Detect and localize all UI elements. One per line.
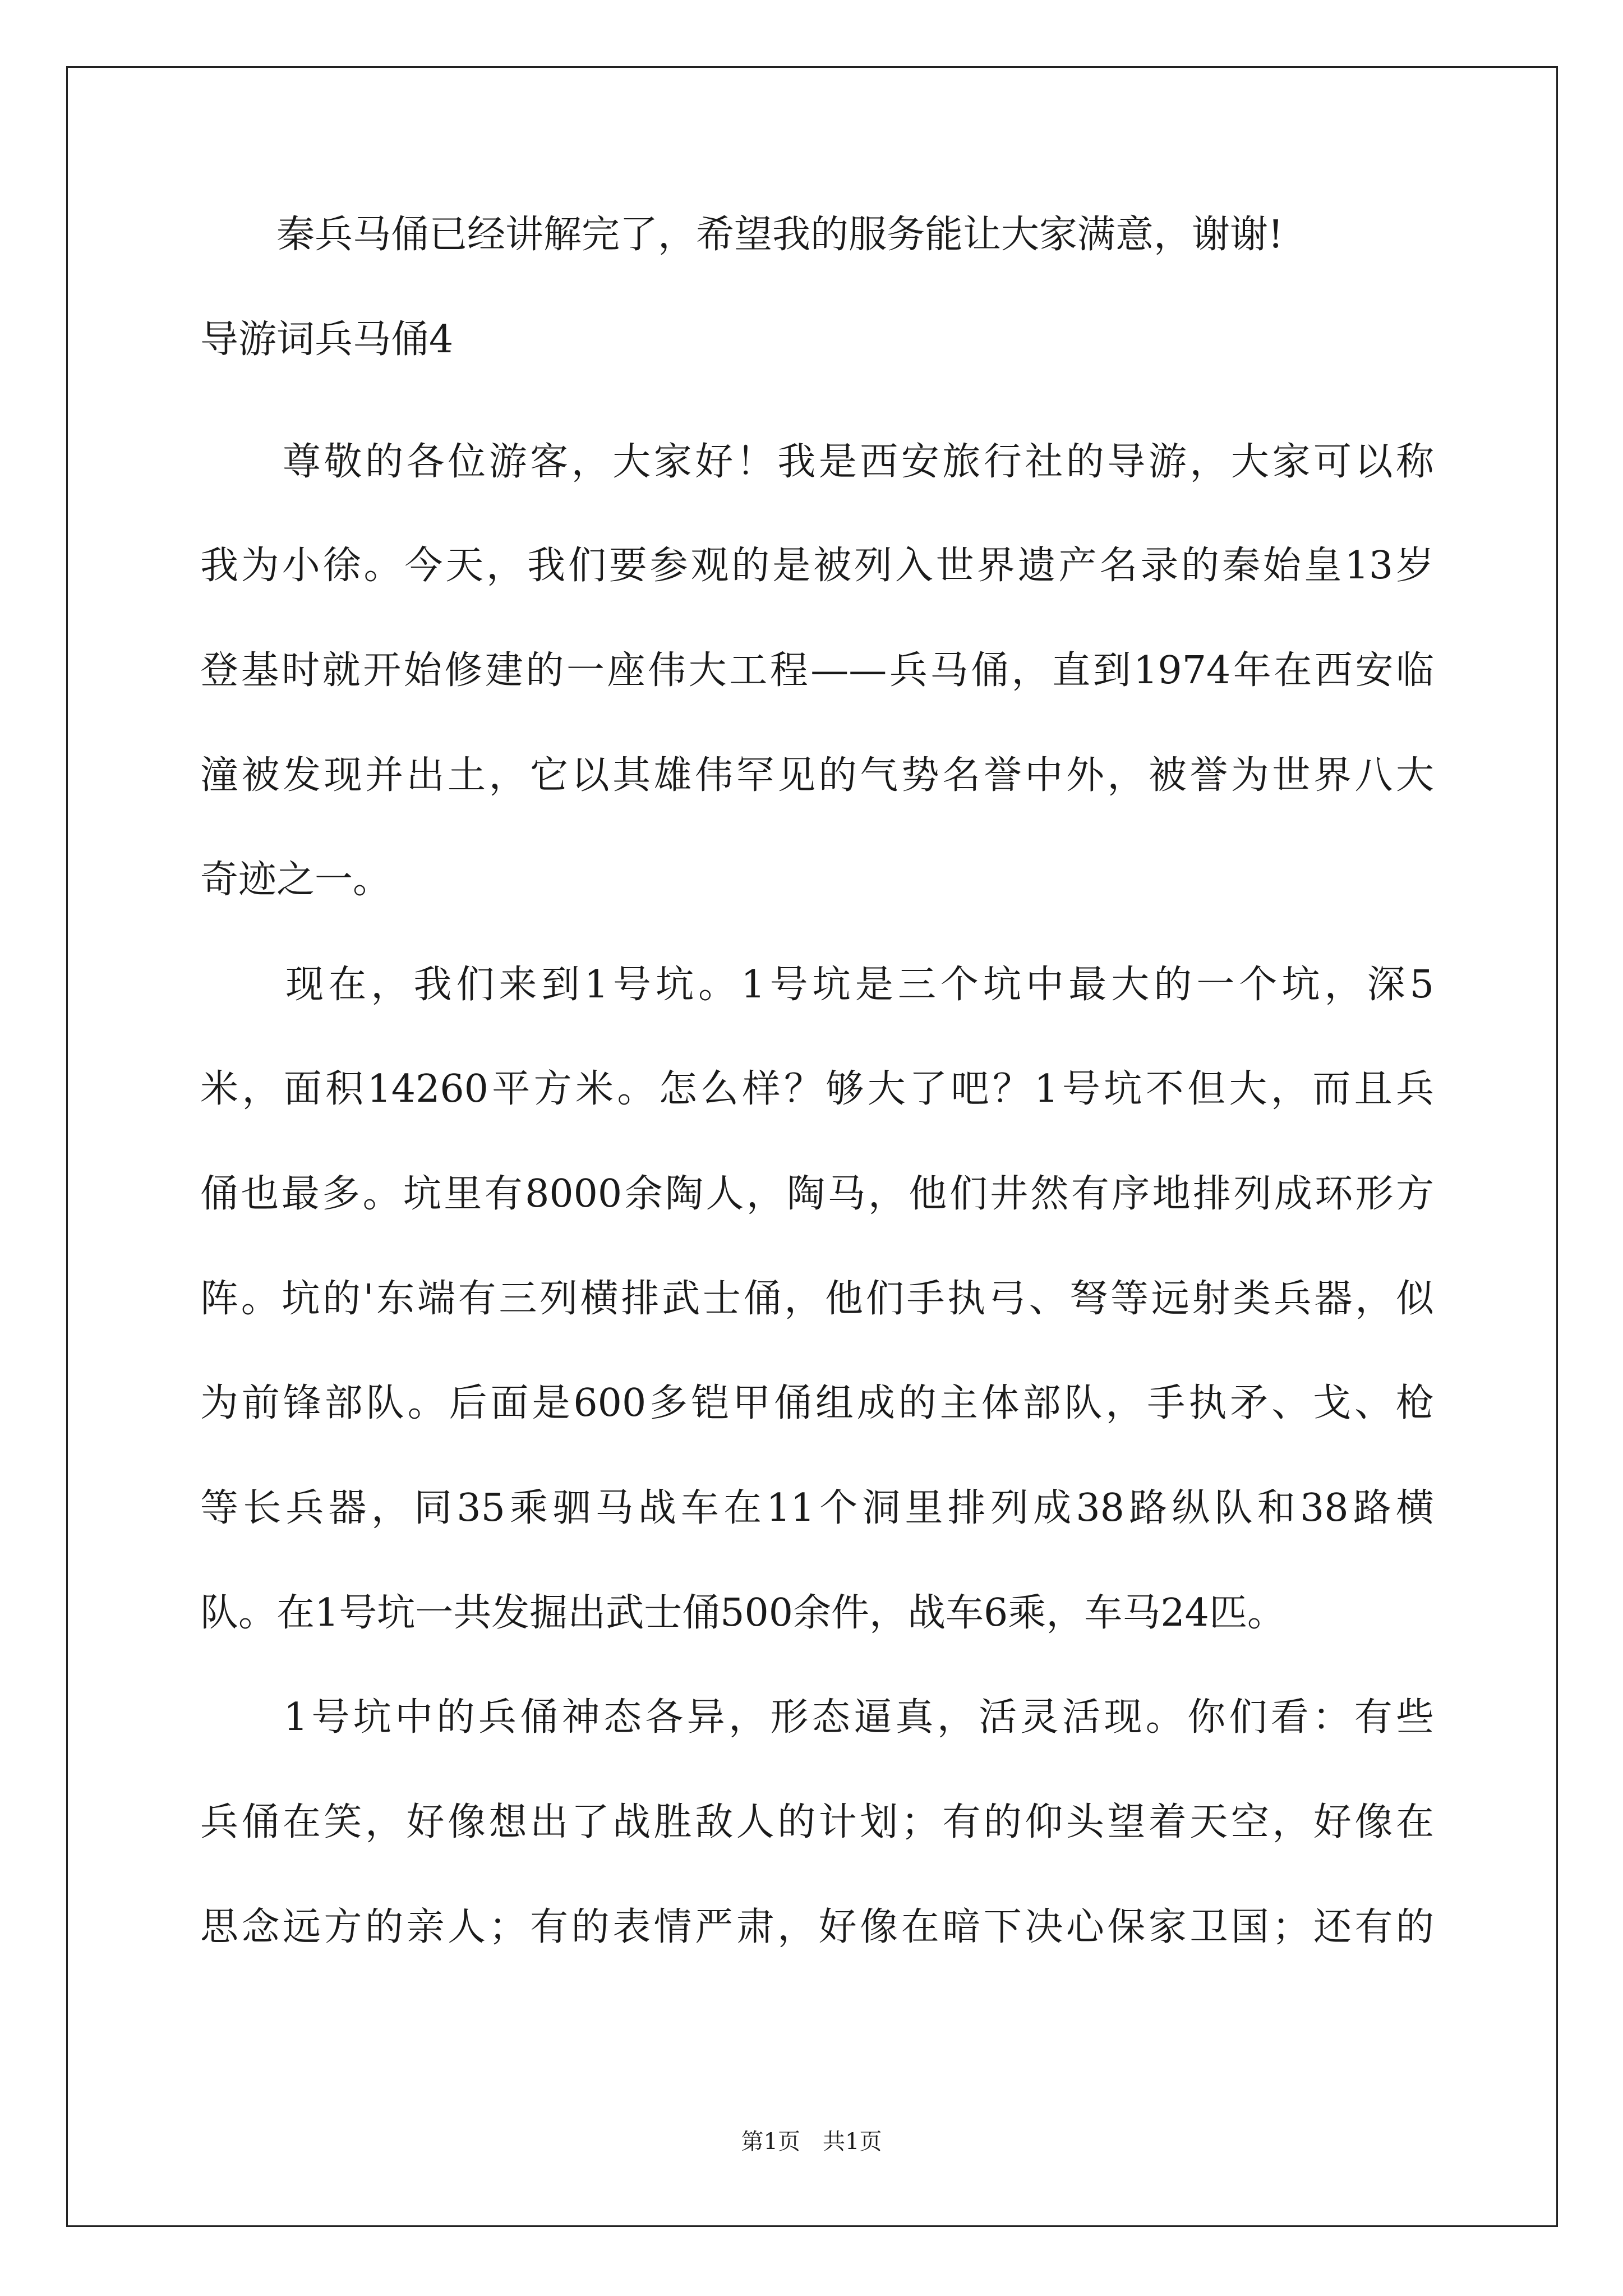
text-line: 队。在1号坑一共发掘出武士俑500余件，战车6乘，车马24匹。: [200, 1591, 1285, 1635]
section-heading: 导游词兵马俑4: [200, 318, 454, 362]
text-line: 潼被发现并出土，它以其雄伟罕见的气势名誉中外，被誉为世界八大: [200, 753, 1434, 798]
text-line: 米，面积14260平方米。怎么样？够大了吧？1号坑不但大，而且兵: [200, 1067, 1434, 1111]
text-line: 俑也最多。坑里有8000余陶人，陶马，他们井然有序地排列成环形方: [200, 1172, 1434, 1216]
page-number-footer: 第1页 共1页: [741, 2129, 882, 2155]
text-line: 我为小徐。今天，我们要参观的是被列入世界遗产名录的秦始皇13岁: [200, 544, 1434, 588]
text-line: 登基时就开始修建的一座伟大工程——兵马俑，直到1974年在西安临: [200, 648, 1434, 693]
text-line: 兵俑在笑，好像想出了战胜敌人的计划；有的仰头望着天空，好像在: [200, 1800, 1434, 1844]
text-line: 阵。坑的'东端有三列横排武士俑，他们手执弓、弩等远射类兵器，似: [200, 1277, 1434, 1321]
text-line: 思念远方的亲人；有的表情严肃，好像在暗下决心保家卫国；还有的: [200, 1905, 1434, 1949]
text-line: 1号坑中的兵俑神态各异，形态逼真，活灵活现。你们看：有些: [200, 1695, 1434, 1740]
text-line: 为前锋部队。后面是600多铠甲俑组成的主体部队，手执矛、戈、枪: [200, 1381, 1434, 1425]
text-line: 奇迹之一。: [200, 858, 391, 902]
text-line: 现在，我们来到1号坑。1号坑是三个坑中最大的一个坑，深5: [200, 963, 1434, 1007]
text-line-closing: 秦兵马俑已经讲解完了，希望我的服务能让大家满意，谢谢!: [200, 213, 1284, 257]
text-line: 尊敬的各位游客，大家好！我是西安旅行社的导游，大家可以称: [200, 440, 1434, 484]
page-border: [66, 66, 1558, 2227]
text-line: 等长兵器，同35乘驷马战车在11个洞里排列成38路纵队和38路横: [200, 1486, 1434, 1530]
